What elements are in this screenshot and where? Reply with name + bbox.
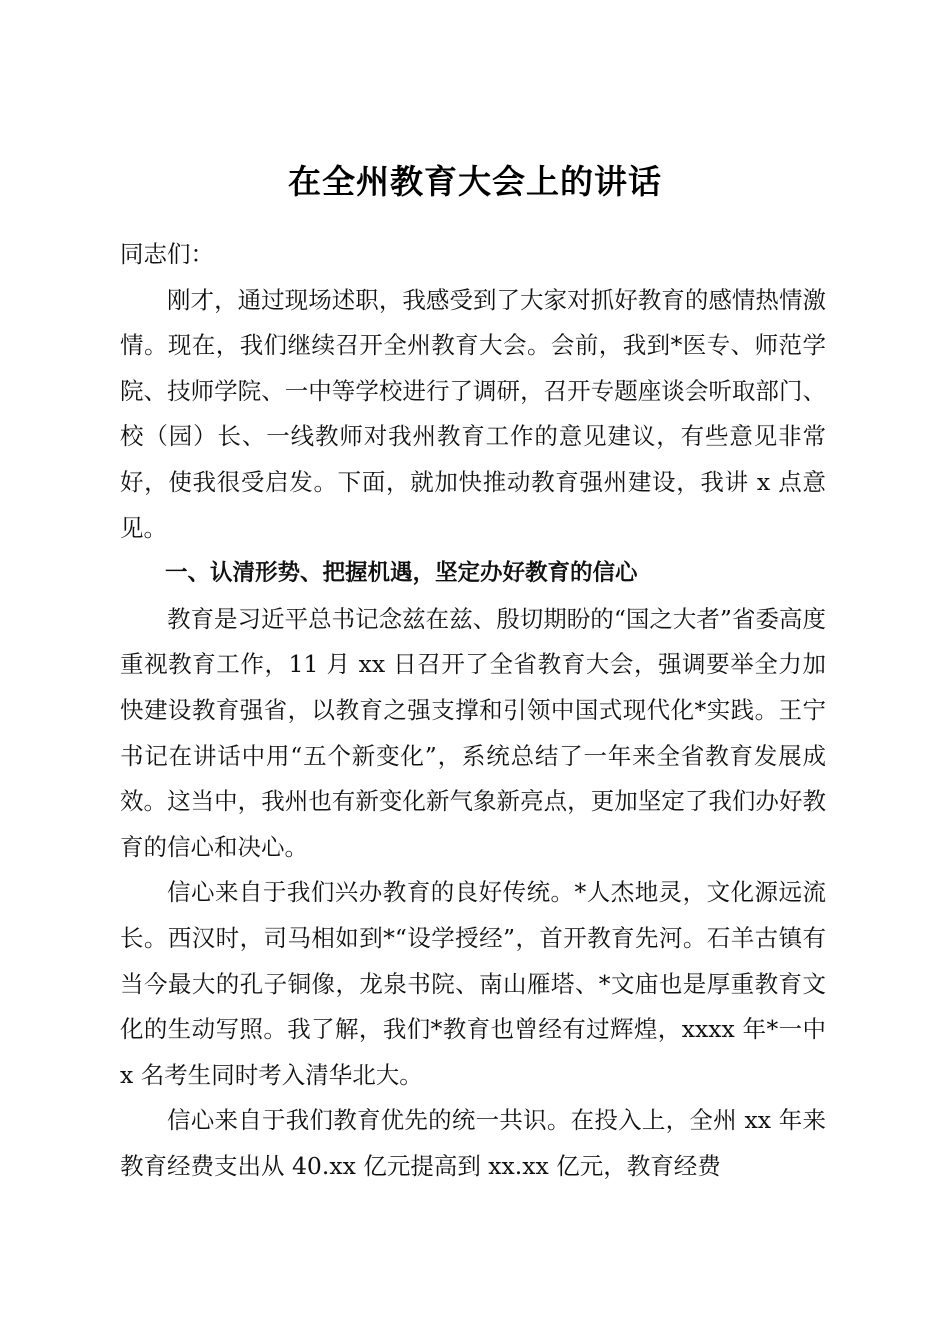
paragraph: 信心来自于我们兴办教育的良好传统。*人杰地灵，文化源远流长。西汉时，司马相如到*“设学授经”，首开教育先河。石羊古镇有当今最大的孔子铜像，龙泉书院、南山雁塔、*文庙也是厚重教育文化的生动写照。我了解，我们*教育也曾经有过辉煌，xxxx 年*一中 x 名考生同时考入清华北大。 [120,878,826,1089]
document-title: 在全州教育大会上的讲话 [288,162,662,202]
paragraph: 教育是习近平总书记念兹在兹、殷切期盼的“国之大者”省委高度重视教育工作，11 月 xx 日召开了全省教育大会，强调要举全力加快建设教育强省，以教育之强支撑和引领中国式现代化*实践。王宁书记在讲话中用“五个新变化”，系统总结了一年来全省教育发展成效。这当中，我州也有新变化新气象新亮点，更加坚定了我们办好教育的信心和决心。 [120,604,826,861]
paragraph: 信心来自于我们教育优先的统一共识。在投入上，全州 xx 年来教育经费支出从 40.xx 亿元提高到 xx.xx 亿元，教育经费 [120,1106,826,1180]
salutation: 同志们： [120,240,214,268]
section-heading: 一、认清形势、把握机遇，坚定办好教育的信心 [165,560,638,587]
document-body [120,232,826,1189]
paragraph: 刚才，通过现场述职，我感受到了大家对抓好教育的感情热情激情。现在，我们继续召开全州教育大会。会前，我到*医专、师范学院、技师学院、一中等学校进行了调研，召开专题座谈会听取部门、校（园）长、一线教师对我州教育工作的意见建议，有些意见非常好，使我很受启发。下面，就加快推动教育强州建设，我讲 x 点意见。 [120,285,826,542]
